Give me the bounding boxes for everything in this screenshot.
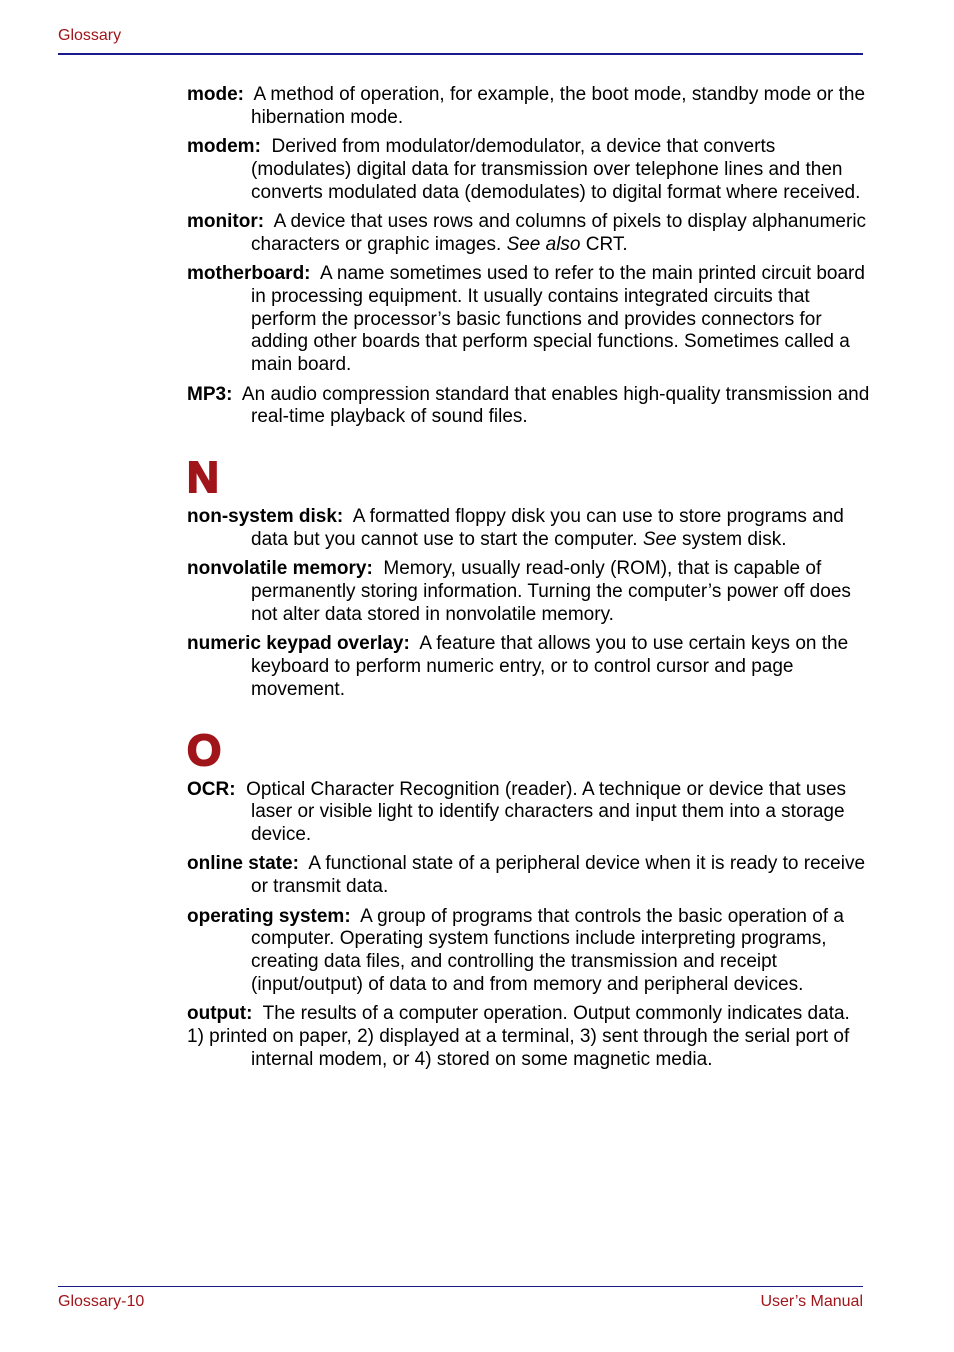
- section-heading-o: O: [187, 725, 222, 775]
- glossary-entry-modem: [187, 136, 877, 204]
- entry-definition: A formatted floppy disk you can use to store programs and data but you cannot use to start the computer.: [251, 506, 844, 550]
- glossary-entry-online-state: [187, 853, 877, 899]
- entry-term: OCR:: [187, 778, 236, 800]
- entry-term: MP3:: [187, 383, 233, 405]
- page-number: Glossary-10: [58, 1293, 145, 1310]
- glossary-entry-mp3: [187, 384, 877, 430]
- footer-rule: [58, 1286, 863, 1287]
- entry-definition-tail: CRT.: [580, 233, 628, 255]
- entry-definition: A group of programs that controls the basic operation of a computer. Operating system functions include interpreting programs, creating data files, and controlling the transmission and receipt (input/output) of data to and from memory and peripheral devices.: [251, 905, 844, 995]
- entry-definition: A functional state of a peripheral device when it is ready to receive or transmit data.: [251, 853, 866, 898]
- entry-term: monitor:: [187, 210, 265, 232]
- entry-term: online state:: [187, 853, 299, 875]
- entry-term: output:: [187, 1003, 253, 1025]
- section-heading-n: N: [187, 453, 219, 503]
- entry-term: nonvolatile memory:: [187, 558, 373, 580]
- entry-definition: The results of a computer operation. Output commonly indicates data.: [262, 1003, 850, 1025]
- entry-definition: A name sometimes used to refer to the main printed circuit board in processing equipment. It usually contains integrated circuits that perform the processor’s basic functions and provides connectors for adding other boards that perform special functions. Sometimes called a main board.: [251, 263, 865, 376]
- glossary-entry-nonvolatile-memory: [187, 558, 877, 626]
- header-rule: [58, 53, 863, 55]
- glossary-content: [187, 84, 877, 1078]
- entry-definition: Memory, usually read-only (ROM), that is capable of permanently storing information. Turning the computer’s power off does not alter data stored in nonvolatile memory.: [251, 558, 851, 625]
- glossary-entry-numeric-keypad-overlay: [187, 633, 877, 701]
- glossary-entry-motherboard: [187, 263, 877, 377]
- entry-definition-list: 1) printed on paper, 2) displayed at a terminal, 3) sent through the serial port of internal modem, or 4) stored on some magnetic media.: [187, 1026, 850, 1070]
- entry-definition: An audio compression standard that enables high-quality transmission and real-time playback of sound files.: [241, 383, 870, 428]
- glossary-entry-ocr: [187, 779, 877, 847]
- entry-term: non-system disk:: [187, 506, 344, 528]
- glossary-entry-non-system-disk: [187, 506, 877, 552]
- entry-definition: A feature that allows you to use certain keys on the keyboard to perform numeric entry, or to control cursor and page movement.: [251, 633, 849, 700]
- glossary-entry-operating-system: [187, 906, 877, 997]
- glossary-entry-monitor: [187, 211, 877, 257]
- cross-reference: See also: [506, 233, 581, 255]
- cross-reference: See: [642, 528, 677, 550]
- entry-term: numeric keypad overlay:: [187, 633, 410, 655]
- entry-definition: A method of operation, for example, the boot mode, standby mode or the hibernation mode.: [251, 84, 866, 128]
- entry-definition: Derived from modulator/demodulator, a device that converts (modulates) digital data for transmission over telephone lines and then converts modulated data (demodulates) to digital format where received.: [251, 136, 861, 203]
- entry-definition: Optical Character Recognition (reader). A technique or device that uses laser or visible light to identify characters and input them into a storage device.: [246, 778, 847, 846]
- manual-title: User’s Manual: [760, 1293, 863, 1310]
- entry-term: motherboard:: [187, 263, 311, 285]
- entry-definition-tail: system disk.: [676, 528, 787, 550]
- entry-term: mode:: [187, 84, 244, 105]
- glossary-entry-mode: [187, 84, 877, 130]
- entry-term: operating system:: [187, 905, 351, 927]
- entry-term: modem:: [187, 136, 261, 158]
- entry-definition: A device that uses rows and columns of pixels to display alphanumeric characters or graphic images.: [251, 210, 867, 255]
- running-header: Glossary: [58, 27, 122, 44]
- glossary-entry-output: [187, 1003, 877, 1071]
